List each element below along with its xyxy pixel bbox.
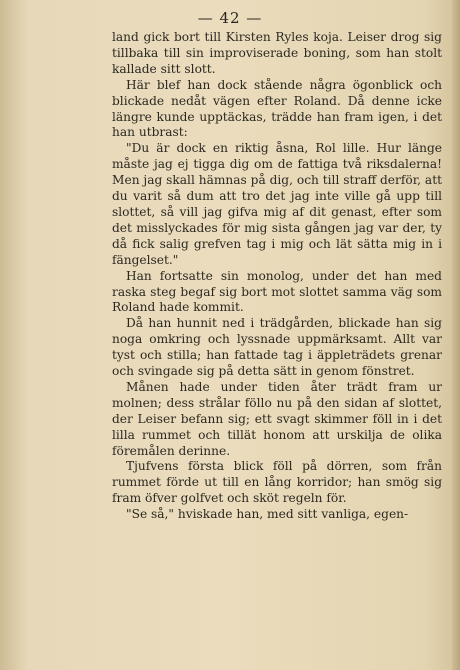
paragraph: Då han hunnit ned i trädgården, blickade han sig noga omkring och lyssnade uppmärksamt. Allt var tyst och stilla; han fattade tag i äppleträdets grenar och svingade sig på detta sätt in genom fönstret. <box>112 316 442 379</box>
paragraph: Tjufvens första blick föll på dörren, som från rummet förde ut till en lång korridor; han smög sig fram öfver golfvet och sköt regeln för. <box>112 459 442 506</box>
page-edge <box>452 0 460 670</box>
page-number: — 42 — <box>197 9 263 27</box>
paragraph: "Se så," hviskade han, med sitt vanliga, egen- <box>126 507 409 522</box>
paragraph: Han fortsatte sin monolog, under det han med raska steg begaf sig bort mot slottet samma väg som Roland hade kommit. <box>112 268 442 315</box>
body-text <box>112 30 442 523</box>
paragraph: "Du är dock en riktig åsna, Rol lille. Hur länge måste jag ej tigga dig om de fattiga två riksdalerna! Men jag skall hämnas på dig, och till straff derför, att du varit så dum att tro det jag inte ville gå upp till slottet, så vill jag gifva mig af dit genast, efter som det misslyckades för mig sista gången jag var der, ty då fick salig grefven tag i mig och lät sätta mig in i fängelset." <box>112 141 442 267</box>
paragraph: Månen hade under tiden åter trädt fram ur molnen; dess strålar föllo nu på den sidan af slottet, der Leiser befann sig; ett svagt skimmer föll in i det lilla rummet och tillät honom att urskilja de olika föremålen derinne. <box>112 379 442 458</box>
paragraph: land gick bort till Kirsten Ryles koja. Leiser drog sig tillbaka till sin improviserade boning, som han stolt kallade sitt slott. <box>112 30 442 76</box>
paragraph: Här blef han dock stående några ögonblick och blickade nedåt vägen efter Roland. Då denne icke längre kunde upptäckas, trädde han fram igen, i det han utbrast: <box>112 77 442 140</box>
